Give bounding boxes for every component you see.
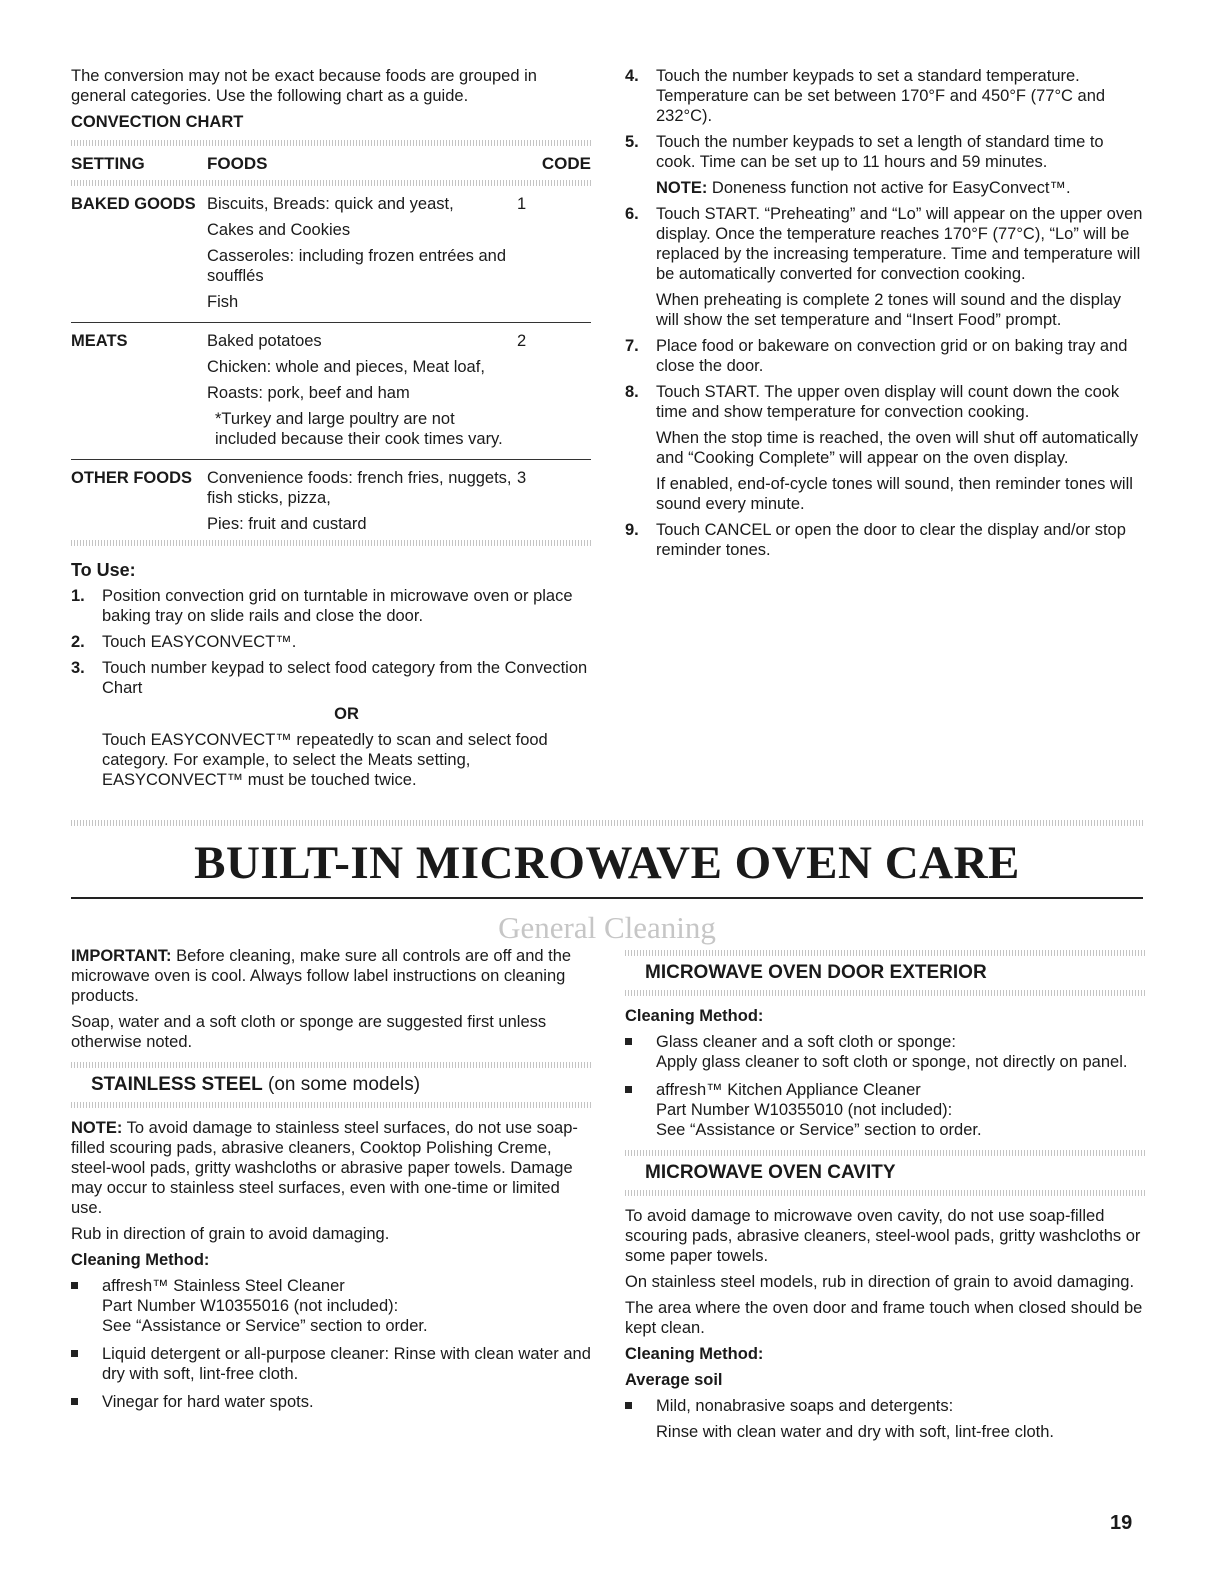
stainless-heading (71, 1068, 591, 1102)
step-sub-text: When preheating is complete 2 tones will sound and the display will show the set temperature and “Insert Food” prompt. (656, 291, 1122, 329)
step-text: Touch the number keypads to set a standard temperature. Temperature can be set between 170°F and 450°F (77°C and 232°C). (656, 67, 1106, 125)
table-header: SETTING (71, 154, 145, 173)
bullet-line: Vinegar for hard water spots. (102, 1393, 314, 1411)
bullet-line: Mild, nonabrasive soaps and detergents: (656, 1397, 954, 1415)
note-paragraph (71, 1118, 591, 1218)
to-use-heading: To Use: (71, 560, 136, 580)
bullet-line: Apply glass cleaner to soft cloth or sponge, not directly on panel. (656, 1053, 1128, 1071)
bullet-icon (71, 1282, 78, 1289)
stainless-bullets (71, 1276, 591, 1412)
food-item: Biscuits, Breads: quick and yeast, (207, 195, 454, 213)
list-item (625, 336, 1145, 376)
step-number: 2. (71, 633, 85, 651)
to-use-list (71, 586, 591, 790)
food-item: Pies: fruit and custard (207, 515, 367, 533)
table-row (71, 323, 591, 460)
steps-list (625, 66, 1145, 560)
list-item (71, 632, 591, 652)
cavity-heading: MICROWAVE OVEN CAVITY (645, 1162, 896, 1183)
note-text: To avoid damage to stainless steel surfaces, do not use soap-filled scouring pads, abrasive cleaners, Cooktop Polishing Creme, steel-wool pads, gritty washcloths or abrasive paper towels. Damage may occur to stainless steel surfaces, even with one-time or limited use. (71, 1119, 578, 1217)
code-cell: 2 (517, 323, 591, 460)
setting-cell: BAKED GOODS (71, 186, 207, 323)
cavity-paragraph: The area where the oven door and frame touch when closed should be kept clean. (625, 1299, 1143, 1337)
chart-heading: CONVECTION CHART (71, 113, 244, 131)
divider (71, 180, 591, 186)
note-label: NOTE: (656, 179, 708, 197)
list-item (625, 382, 1145, 514)
bullet-line: Part Number W10355016 (not included): (102, 1297, 399, 1315)
table-header: CODE (541, 154, 591, 173)
step-number: 6. (625, 205, 639, 223)
step-number: 1. (71, 587, 85, 605)
step-number: 8. (625, 383, 639, 401)
convection-section (71, 66, 591, 796)
list-item (625, 1080, 1145, 1140)
step-number: 5. (625, 133, 639, 151)
important-label: IMPORTANT: (71, 947, 172, 965)
step-text: Touch EASYCONVECT™. (102, 633, 297, 651)
bullet-line: See “Assistance or Service” section to order. (656, 1121, 982, 1139)
divider (625, 1190, 1145, 1196)
list-item (625, 204, 1145, 330)
step-note (656, 178, 1145, 198)
step-text: Touch START. The upper oven display will count down the cook time and show temperature for convection cooking. (656, 383, 1120, 421)
divider (71, 1062, 591, 1068)
food-item: Roasts: pork, beef and ham (207, 384, 410, 402)
bullet-line: See “Assistance or Service” section to order. (102, 1317, 428, 1335)
food-item: Convenience foods: french fries, nuggets, fish sticks, pizza, (207, 469, 512, 507)
bullet-line: Rinse with clean water and dry with soft, lint-free cloth. (656, 1423, 1055, 1441)
code-cell: 1 (517, 186, 591, 323)
bullet-line: affresh™ Kitchen Appliance Cleaner (656, 1081, 921, 1099)
divider (71, 820, 1143, 826)
step-number: 9. (625, 521, 639, 539)
foods-cell (207, 186, 517, 323)
list-item (625, 1396, 1145, 1442)
step-text: Touch the number keypads to set a length of standard time to cook. Time can be set up to 11 hours and 59 minutes. (656, 133, 1104, 171)
divider (625, 1150, 1145, 1156)
food-item: *Turkey and large poultry are not included because their cook times vary. (215, 410, 503, 448)
list-item (71, 658, 591, 790)
step-text: Place food or bakeware on convection grid or on baking tray and close the door. (656, 337, 1128, 375)
steps-section (625, 66, 1145, 566)
cavity-paragraph: To avoid damage to microwave oven cavity, do not use soap-filled scouring pads, abrasive cleaners, steel-wool pads, gritty washcloths or some paper towels. (625, 1207, 1141, 1265)
cleaning-method-heading: Cleaning Method: (625, 1007, 764, 1025)
important-text: Before cleaning, make sure all controls are off and the microwave oven is cool. Always follow label instructions on cleaning products. (71, 947, 572, 1005)
door-bullets (625, 1032, 1145, 1140)
note-text: Doneness function not active for EasyConvect™. (707, 179, 1071, 197)
cleaning-method-heading: Cleaning Method: (625, 1345, 764, 1363)
divider (71, 140, 591, 146)
bullet-line: Glass cleaner and a soft cloth or sponge: (656, 1033, 956, 1051)
bullet-line: affresh™ Stainless Steel Cleaner (102, 1277, 345, 1295)
rub-paragraph: Rub in direction of grain to avoid damaging. (71, 1225, 390, 1243)
cleaning-method-heading: Cleaning Method: (71, 1251, 210, 1269)
bullet-icon (71, 1350, 78, 1357)
divider (625, 990, 1145, 996)
bullet-line: Liquid detergent or all-purpose cleaner: Rinse with clean water and dry with soft, lint-free cloth. (102, 1345, 591, 1383)
table-header: FOODS (207, 154, 268, 173)
door-heading: MICROWAVE OVEN DOOR EXTERIOR (645, 962, 987, 983)
food-item: Cakes and Cookies (207, 221, 351, 239)
soil-heading: Average soil (625, 1371, 723, 1389)
foods-cell (207, 323, 517, 460)
step-number: 7. (625, 337, 639, 355)
setting-cell: OTHER FOODS (71, 469, 193, 487)
list-item (71, 586, 591, 626)
table-row (71, 186, 591, 323)
page-title: BUILT-IN MICROWAVE OVEN CARE (194, 837, 1020, 889)
divider (71, 1102, 591, 1108)
list-item (71, 1344, 591, 1384)
step-text: Touch CANCEL or open the door to clear the display and/or stop reminder tones. (656, 521, 1126, 559)
food-item: Chicken: whole and pieces, Meat loaf, (207, 358, 485, 376)
convection-chart (71, 146, 591, 546)
door-cavity-section (625, 950, 1145, 1450)
foods-cell (207, 460, 517, 541)
cavity-paragraph: On stainless steel models, rub in direction of grain to avoid damaging. (625, 1273, 1135, 1291)
step-sub-text: When the stop time is reached, the oven will shut off automatically and “Cooking Complete” will appear on the oven display. (656, 429, 1139, 467)
table-header-row (71, 146, 591, 180)
bullet-icon (625, 1038, 632, 1045)
food-item: Casseroles: including frozen entrées and soufflés (207, 247, 507, 285)
bullet-icon (625, 1086, 632, 1093)
list-item (625, 66, 1145, 126)
important-paragraph (71, 946, 591, 1006)
note-label: NOTE: (71, 1119, 123, 1137)
list-item (625, 1032, 1145, 1072)
soap-paragraph: Soap, water and a soft cloth or sponge are suggested first unless otherwise noted. (71, 1013, 547, 1051)
stainless-section (71, 946, 591, 1420)
list-item (625, 132, 1145, 198)
bullet-line: Part Number W10355010 (not included): (656, 1101, 953, 1119)
food-item: Fish (207, 293, 239, 311)
code-cell: 3 (517, 469, 527, 487)
page-number: 19 (1110, 1512, 1133, 1534)
step-number: 4. (625, 67, 639, 85)
bullet-icon (71, 1398, 78, 1405)
step-text: Position convection grid on turntable in microwave oven or place baking tray on slide rails and close the door. (102, 587, 573, 625)
divider (71, 540, 591, 546)
divider (625, 950, 1145, 956)
title-rule (71, 897, 1143, 899)
heading-qualifier: (on some models) (262, 1074, 421, 1095)
table-row (71, 460, 591, 541)
list-item (625, 520, 1145, 560)
or-label: OR (334, 705, 359, 723)
heading-text: STAINLESS STEEL (91, 1074, 263, 1095)
bullet-icon (625, 1402, 632, 1409)
list-item (71, 1392, 591, 1412)
intro-paragraph: The conversion may not be exact because foods are grouped in general categories. Use the following chart as a guide. (71, 67, 537, 105)
list-item (71, 1276, 591, 1336)
step-text: Touch START. “Preheating” and “Lo” will appear on the upper oven display. Once the temperature reaches 170°F (77°C), “Lo” will be replaced by the increasing temperature. Time and temperature will be automatically converted for convection cooking. (656, 205, 1143, 283)
step-number: 3. (71, 659, 85, 677)
food-item: Baked potatoes (207, 332, 322, 350)
setting-cell: MEATS (71, 323, 207, 460)
cavity-bullets (625, 1396, 1145, 1442)
section-subtitle: General Cleaning (498, 910, 716, 945)
step-alt-text: Touch EASYCONVECT™ repeatedly to scan and select food category. For example, to select the Meats setting, EASYCONVECT™ must be touched twice. (102, 731, 548, 789)
step-sub-text: If enabled, end-of-cycle tones will sound, then reminder tones will sound every minute. (656, 475, 1133, 513)
step-text: Touch number keypad to select food category from the Convection Chart (102, 659, 588, 697)
